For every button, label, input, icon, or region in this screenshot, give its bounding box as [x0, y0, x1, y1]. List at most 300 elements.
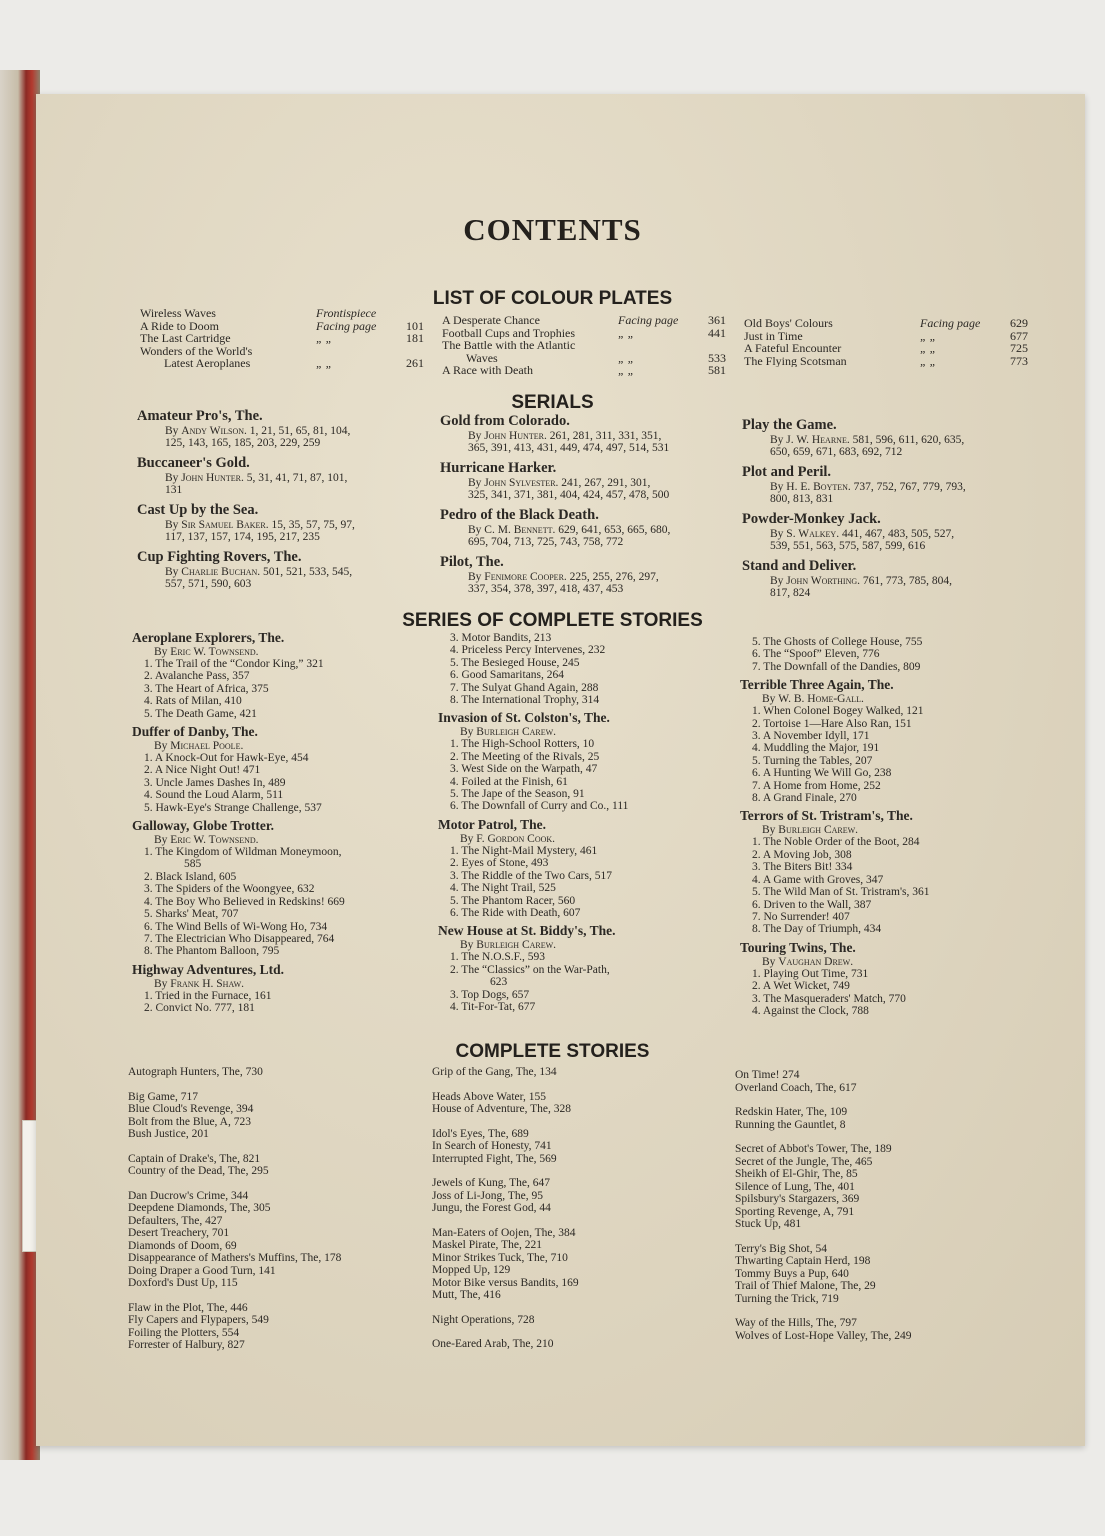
series-episode: 6. The Downfall of Curry and Co., 111 [450, 800, 629, 813]
story-group [735, 1143, 1025, 1231]
story-entry: Joss of Li-Jong, The, 95 [432, 1189, 543, 1202]
story-group [128, 1091, 428, 1141]
series-episode: 4. The Night Trail, 525 [450, 882, 556, 895]
story-entry: Interrupted Fight, The, 569 [432, 1152, 557, 1165]
serial-by-word: By [468, 571, 482, 583]
plate-title: A Desperate Chance [442, 314, 540, 327]
story-group [432, 1177, 722, 1215]
series-episode: 2. A Nice Night Out! 471 [144, 764, 261, 777]
series-episode: 5. The Wild Man of St. Tristram's, 361 [752, 886, 930, 899]
story-entry: Defaulters, The, 427 [128, 1214, 223, 1227]
plate-page [696, 339, 726, 352]
serial-pages-cont: 365, 391, 413, 431, 449, 474, 497, 514, 531 [468, 442, 670, 454]
story-entry: Wolves of Lost-Hope Valley, The, 249 [735, 1329, 912, 1342]
series-author: Frank H. Shaw. [170, 977, 245, 990]
plate-title: The Flying Scotsman [744, 354, 847, 368]
story-entry: Diamonds of Doom, 69 [128, 1239, 237, 1252]
series-byline [132, 834, 422, 846]
plate-page: 441 [708, 325, 726, 340]
plate-title: Old Boys' Colours [744, 317, 833, 330]
plate-page: 773 [1010, 353, 1028, 368]
plate-facing: „ „ [618, 363, 635, 378]
series-episode: 6. The “Spoof” Eleven, 776 [752, 648, 880, 661]
plate-facing: „ „ [920, 328, 937, 343]
story-entry: Disappearance of Mathers's Muffins, The, 178 [128, 1252, 342, 1264]
story-group [128, 1302, 428, 1352]
series-episode: 5. The Phantom Racer, 560 [450, 894, 576, 907]
serial-by-word: By [468, 477, 482, 489]
series-episode: 7. The Downfall of the Dandies, 809 [752, 660, 921, 673]
series-author: Vaughan Drew. [778, 955, 854, 968]
series-episode: 5. Turning the Tables, 207 [752, 754, 873, 767]
story-entry: Mopped Up, 129 [432, 1264, 511, 1276]
series-episode: 2. A Wet Wicket, 749 [752, 980, 850, 993]
serial-by-word: By [165, 566, 179, 578]
serial-pages: 501, 521, 533, 545, [263, 566, 353, 578]
series-column-1 [132, 626, 422, 1015]
serial-title: Hurricane Harker. [440, 460, 557, 476]
plate-facing: „ „ [920, 353, 937, 368]
series-episode: 3. The Riddle of the Two Cars, 517 [450, 869, 612, 882]
serial-author: C. M. Bennett. [484, 524, 556, 536]
story-entry: Redskin Hater, The, 109 [735, 1106, 848, 1118]
series-episode: 585 [184, 858, 202, 871]
serial-pages-cont: 117, 137, 157, 174, 195, 217, 235 [165, 531, 320, 543]
story-entry: Spilsbury's Stargazers, 369 [735, 1193, 860, 1205]
series-by-word: By [460, 939, 474, 952]
story-entry: Grip of the Gang, The, 134 [432, 1066, 557, 1078]
serial-byline [742, 434, 1032, 446]
serial-pages-cont: 539, 551, 563, 575, 587, 599, 616 [770, 540, 926, 552]
story-entry: Night Operations, 728 [432, 1313, 535, 1326]
story-entry: Man-Eaters of Oojen, The, 384 [432, 1226, 576, 1239]
series-by-word: By [154, 834, 168, 847]
story-entry: Overland Coach, The, 617 [735, 1081, 857, 1094]
serials-column-1 [137, 408, 427, 596]
series-episode: 3. The Masqueraders' Match, 770 [752, 992, 906, 1005]
series-byline [438, 939, 728, 951]
colour-plates-heading: LIST OF COLOUR PLATES [432, 288, 673, 309]
plate-entry [442, 327, 726, 340]
plate-entry [140, 320, 424, 333]
serial-by-word: By [770, 528, 784, 540]
story-entry: Turning the Trick, 719 [735, 1292, 839, 1305]
serial-title: Pilot, The. [440, 554, 504, 570]
series-episode: 1. The Trail of the “Condor King,” 321 [144, 658, 324, 670]
serials-column-3 [742, 417, 1032, 605]
series-episode: 3. Top Dogs, 657 [450, 988, 530, 1001]
series-author: Burleigh Carew. [778, 824, 859, 837]
plate-title: Latest Aeroplanes [164, 357, 251, 370]
serial-pages: 629, 641, 653, 665, 680, [558, 524, 671, 536]
series-title: Highway Adventures, Ltd. [132, 961, 285, 977]
plate-page: 261 [406, 356, 424, 371]
plate-page: 581 [708, 363, 726, 378]
story-entry: Tommy Buys a Pup, 640 [735, 1267, 849, 1280]
serial-entry [440, 413, 730, 454]
series-by-word: By [154, 740, 168, 753]
story-entry: Dan Ducrow's Crime, 344 [128, 1189, 249, 1202]
serial-byline [440, 430, 730, 442]
story-group [735, 1106, 1025, 1131]
story-entry: Jewels of Kung, The, 647 [432, 1177, 550, 1189]
serial-pages-cont: 325, 341, 371, 381, 404, 424, 457, 478, 500 [468, 489, 670, 501]
serial-title: Stand and Deliver. [742, 558, 857, 574]
serial-byline [440, 571, 730, 583]
plate-page [394, 307, 424, 320]
plate-page: 677 [1010, 328, 1028, 343]
serial-author: Sir Samuel Baker. [181, 519, 269, 531]
story-entry: Running the Gauntlet, 8 [735, 1118, 846, 1131]
serial-pages: 737, 752, 767, 779, 793, [853, 481, 966, 493]
plate-facing: „ „ [618, 350, 635, 365]
series-author: F. Gordon Cook. [476, 832, 556, 845]
series-episode: 3. The Spiders of the Woongyee, 632 [144, 883, 315, 896]
plate-facing: Facing page [618, 313, 679, 327]
serial-title: Buccaneer's Gold. [137, 455, 250, 471]
story-entry: Bolt from the Blue, A, 723 [128, 1115, 251, 1128]
series-episode: 6. The Ride with Death, 607 [450, 906, 581, 919]
serial-pages-cont: 817, 824 [770, 587, 811, 599]
series-episode: 4. Against the Clock, 788 [752, 1004, 869, 1017]
plate-entry [442, 352, 726, 365]
series-episode: 8. The Phantom Balloon, 795 [144, 945, 280, 958]
series-episode: 1. The Kingdom of Wildman Moneymoon, [144, 846, 342, 859]
series-episode: 2. A Moving Job, 308 [752, 848, 852, 861]
plate-title: A Race with Death [442, 364, 533, 377]
series-title: New House at St. Biddy's, The. [438, 923, 616, 939]
series-episode: 7. A Home from Home, 252 [752, 779, 881, 792]
serial-author: Charlie Buchan. [181, 566, 261, 578]
plate-facing [618, 339, 696, 352]
story-entry: Maskel Pirate, The, 221 [432, 1239, 542, 1251]
series-episode: 4. Sound the Loud Alarm, 511 [144, 789, 284, 802]
story-entry: Silence of Lung, The, 401 [735, 1180, 855, 1193]
series-byline [438, 833, 728, 845]
serial-entry [742, 558, 1032, 599]
serial-by-word: By [165, 472, 179, 484]
story-group [735, 1243, 1025, 1306]
series-episode: 8. The Day of Triumph, 434 [752, 923, 882, 936]
story-entry: In Search of Honesty, 741 [432, 1140, 552, 1152]
serial-by-word: By [165, 425, 179, 437]
series-episode: 2. Black Island, 605 [144, 870, 237, 883]
series-title: Duffer of Danby, The. [132, 724, 258, 740]
series-title: Aeroplane Explorers, The. [132, 630, 285, 645]
story-group [128, 1153, 428, 1178]
series-episode: 2. Convict No. 777, 181 [144, 1002, 255, 1015]
serial-title: Plot and Peril. [742, 464, 832, 480]
plate-page: 101 [406, 318, 424, 333]
serial-by-word: By [165, 519, 179, 531]
complete-stories-heading: COMPLETE STORIES [455, 1041, 650, 1062]
serial-byline [742, 481, 1032, 493]
series-episode: 8. The International Trophy, 314 [450, 694, 600, 707]
serial-author: H. E. Boyten. [786, 481, 851, 493]
plates-column-2 [442, 314, 726, 377]
serial-entry [440, 507, 730, 548]
series-column-2 [438, 632, 728, 1013]
series-episode: 4. Priceless Percy Intervenes, 232 [450, 644, 606, 657]
series-episode: 5. The Death Game, 421 [144, 707, 257, 720]
series-by-word: By [762, 824, 776, 837]
series-author: W. B. Home-Gall. [778, 693, 864, 706]
serial-pages-cont: 131 [165, 484, 183, 496]
serial-byline [440, 524, 730, 536]
complete-column-3 [735, 1069, 1025, 1354]
serial-entry [742, 464, 1032, 505]
story-entry: Thwarting Captain Herd, 198 [735, 1255, 871, 1267]
story-entry: Terry's Big Shot, 54 [735, 1242, 827, 1255]
story-group [432, 1091, 722, 1116]
serial-pages: 15, 35, 57, 75, 97, [271, 519, 355, 531]
serial-entry [137, 408, 427, 449]
series-episode: 1. The Noble Order of the Boot, 284 [752, 836, 920, 849]
series-byline [740, 693, 1030, 705]
story-entry: Blue Cloud's Revenge, 394 [128, 1103, 254, 1115]
serial-pages: 261, 281, 311, 331, 351, [549, 430, 662, 442]
serial-pages-cont: 125, 143, 165, 185, 203, 229, 259 [165, 437, 321, 449]
plate-entry [442, 314, 726, 327]
series-episode: 2. Tortoise 1—Hare Also Ran, 151 [752, 717, 912, 730]
story-group [432, 1314, 722, 1327]
series-episode: 7. No Surrender! 407 [752, 910, 850, 923]
story-group [432, 1227, 722, 1302]
series-by-word: By [154, 646, 168, 658]
serial-title: Play the Game. [742, 417, 837, 433]
serial-pages: 441, 467, 483, 505, 527, [841, 528, 955, 540]
plate-facing: „ „ [316, 356, 333, 371]
story-entry: Autograph Hunters, The, 730 [128, 1066, 263, 1078]
serial-pages: 5, 31, 41, 71, 87, 101, [246, 472, 348, 484]
plate-facing: „ „ [316, 331, 333, 346]
serial-byline [137, 519, 427, 531]
series-episode: 4. Foiled at the Finish, 61 [450, 775, 568, 788]
series-author: Eric W. Townsend. [170, 834, 259, 847]
serial-byline [742, 528, 1032, 540]
plate-entry [140, 357, 424, 370]
book-binding [0, 70, 40, 1460]
serial-by-word: By [770, 434, 784, 446]
series-by-word: By [460, 726, 474, 739]
serial-author: Andy Wilson. [181, 425, 247, 437]
plate-title: The Last Cartridge [140, 332, 231, 345]
serial-pages: 1, 21, 51, 65, 81, 104, [249, 425, 351, 437]
plate-entry [442, 364, 726, 377]
serial-by-word: By [770, 575, 784, 587]
plate-page: 533 [708, 350, 726, 365]
series-episode: 3. The Biters Bit! 334 [752, 861, 853, 874]
plate-entry [744, 330, 1028, 343]
serial-entry [742, 511, 1032, 552]
series-episode: 5. Hawk-Eye's Strange Challenge, 537 [144, 801, 322, 814]
story-entry: Flaw in the Plot, The, 446 [128, 1301, 248, 1314]
series-episode: 1. A Knock-Out for Hawk-Eye, 454 [144, 752, 309, 765]
story-group [432, 1066, 722, 1079]
serial-pages-cont: 337, 354, 378, 397, 418, 437, 453 [468, 583, 624, 595]
serial-byline [440, 477, 730, 489]
series-by-word: By [460, 832, 474, 845]
plate-entry [140, 345, 424, 358]
series-episode: 6. Driven to the Wall, 387 [752, 898, 872, 911]
series-episode: 5. The Besieged House, 245 [450, 656, 580, 669]
series-author: Eric W. Townsend. [170, 646, 259, 658]
series-episode: 3. A November Idyll, 171 [752, 730, 870, 743]
serial-by-word: By [468, 430, 482, 442]
serial-author: John Worthing. [786, 575, 861, 587]
serial-author: J. W. Hearne. [786, 434, 850, 446]
serial-pages: 225, 255, 276, 297, [569, 571, 659, 583]
serial-entry [137, 455, 427, 496]
plate-title: The Battle with the Atlantic [442, 339, 576, 352]
series-by-word: By [762, 955, 776, 968]
serial-byline [137, 566, 427, 578]
serial-pages-cont: 650, 659, 671, 683, 692, 712 [770, 446, 903, 458]
plate-page: 725 [1010, 341, 1028, 356]
story-entry: Sporting Revenge, A, 791 [735, 1205, 855, 1218]
serial-title: Gold from Colorado. [440, 413, 570, 429]
serial-by-word: By [468, 524, 482, 536]
story-entry: Bush Justice, 201 [128, 1128, 209, 1140]
story-entry: Fly Capers and Flypapers, 549 [128, 1314, 269, 1326]
series-byline [132, 978, 422, 990]
story-entry: Mutt, The, 416 [432, 1289, 501, 1301]
plate-entry [744, 355, 1028, 368]
serial-entry [742, 417, 1032, 458]
serial-title: Cup Fighting Rovers, The. [137, 549, 302, 565]
series-episode: 1. The N.O.S.F., 593 [450, 951, 546, 964]
series-episode: 4. Tit-For-Tat, 677 [450, 1000, 536, 1013]
story-group [432, 1338, 722, 1351]
serial-byline [137, 472, 427, 484]
complete-column-1 [128, 1066, 428, 1364]
series-episode: 5. Sharks' Meat, 707 [144, 908, 239, 921]
serial-author: Fenimore Cooper. [484, 571, 567, 583]
plate-title: A Fateful Encounter [744, 342, 842, 355]
series-episode: 6. The Wind Bells of Wi-Wong Ho, 734 [144, 920, 328, 933]
series-by-word: By [762, 693, 776, 706]
story-group [735, 1317, 1025, 1342]
story-entry: Secret of Abbot's Tower, The, 189 [735, 1143, 892, 1155]
plate-facing: Facing page [920, 316, 981, 330]
series-title: Galloway, Globe Trotter. [132, 818, 275, 834]
series-title: Terrible Three Again, The. [740, 677, 894, 693]
complete-column-2 [432, 1066, 722, 1363]
series-episode: 623 [490, 976, 508, 989]
series-episode: 6. Good Samaritans, 264 [450, 669, 565, 682]
serial-author: John Sylvester. [484, 477, 559, 489]
story-entry: Idol's Eyes, The, 689 [432, 1127, 529, 1140]
story-entry: Country of the Dead, The, 295 [128, 1165, 269, 1177]
story-entry: House of Adventure, The, 328 [432, 1103, 572, 1115]
story-entry: Deepdene Diamonds, The, 305 [128, 1202, 271, 1214]
series-episode: 5. The Jape of the Season, 91 [450, 788, 585, 801]
series-episode: 1. The Night-Mail Mystery, 461 [450, 844, 598, 857]
serial-pages-cont: 800, 813, 831 [770, 493, 834, 505]
story-entry: Trail of Thief Malone, The, 29 [735, 1280, 876, 1292]
story-entry: Sheikh of El-Ghir, The, 85 [735, 1168, 858, 1180]
plate-facing: „ „ [920, 341, 937, 356]
series-episode: 4. Rats of Milan, 410 [144, 695, 242, 708]
serial-pages-cont: 557, 571, 590, 603 [165, 578, 252, 590]
plate-entry [140, 307, 424, 320]
serial-title: Pedro of the Black Death. [440, 507, 599, 523]
plate-page: 361 [708, 313, 726, 327]
series-author: Michael Poole. [170, 740, 244, 753]
story-entry: Motor Bike versus Bandits, 169 [432, 1276, 579, 1289]
series-episode: 1. Tried in the Furnace, 161 [144, 989, 272, 1002]
series-heading: SERIES OF COMPLETE STORIES [402, 610, 703, 631]
series-episode: 4. A Game with Groves, 347 [752, 873, 884, 886]
series-title: Invasion of St. Colston's, The. [438, 710, 610, 726]
story-group [128, 1190, 428, 1290]
series-episode: 3. West Side on the Warpath, 47 [450, 763, 598, 776]
plates-column-3 [744, 317, 1028, 367]
series-title: Terrors of St. Tristram's, The. [740, 808, 913, 824]
serial-entry [137, 549, 427, 590]
serial-author: John Hunter. [181, 472, 244, 484]
story-entry: Way of the Hills, The, 797 [735, 1317, 857, 1329]
plate-title: A Ride to Doom [140, 319, 220, 333]
series-episode: 1. The High-School Rotters, 10 [450, 738, 595, 751]
series-episode: 6. A Hunting We Will Go, 238 [752, 767, 892, 780]
series-author: Burleigh Carew. [476, 726, 557, 739]
story-entry: One-Eared Arab, The, 210 [432, 1338, 554, 1350]
plate-facing: Facing page [316, 318, 377, 333]
serial-byline [742, 575, 1032, 587]
plate-title: Just in Time [744, 329, 803, 343]
plate-entry [744, 342, 1028, 355]
serial-entry [440, 460, 730, 501]
plate-page: 629 [1010, 316, 1028, 330]
serial-by-word: By [770, 481, 784, 493]
series-byline [740, 824, 1030, 836]
story-group [128, 1066, 428, 1079]
series-author: Burleigh Carew. [476, 939, 557, 952]
story-entry: Doxford's Dust Up, 115 [128, 1277, 238, 1289]
series-column-3 [740, 636, 1030, 1017]
page-title: CONTENTS [463, 212, 642, 247]
series-episode: 4. Muddling the Major, 191 [752, 742, 880, 755]
series-episode: 2. Eyes of Stone, 493 [450, 857, 549, 870]
plate-facing: Frontispiece [316, 306, 377, 320]
series-title: Motor Patrol, The. [438, 816, 546, 832]
plate-title: Wonders of the World's [140, 344, 253, 358]
series-episode: 1. When Colonel Bogey Walked, 121 [752, 705, 924, 718]
series-byline [132, 740, 422, 752]
series-episode: 8. A Grand Finale, 270 [752, 792, 857, 805]
plate-entry [744, 317, 1028, 330]
serial-pages: 761, 773, 785, 804, [862, 575, 953, 587]
story-entry: Captain of Drake's, The, 821 [128, 1152, 261, 1165]
story-group [735, 1069, 1025, 1094]
plate-entry [140, 332, 424, 345]
story-entry: Desert Treachery, 701 [128, 1227, 230, 1239]
series-episode: 4. The Boy Who Believed in Redskins! 669 [144, 895, 345, 908]
series-byline [132, 646, 422, 658]
serials-heading: SERIALS [511, 392, 594, 413]
story-entry: Minor Strikes Tuck, The, 710 [432, 1251, 568, 1264]
serial-entry [137, 502, 427, 543]
serial-pages: 581, 596, 611, 620, 635, [852, 434, 965, 446]
series-episode: 2. The Meeting of the Rivals, 25 [450, 750, 600, 763]
series-episode: 3. Motor Bandits, 213 [450, 632, 552, 644]
story-entry: Forrester of Halbury, 827 [128, 1339, 245, 1351]
serial-entry [440, 554, 730, 595]
series-episode: 2. The “Classics” on the War-Path, [450, 963, 610, 976]
story-entry: Stuck Up, 481 [735, 1218, 802, 1230]
plate-page: 181 [406, 331, 424, 346]
